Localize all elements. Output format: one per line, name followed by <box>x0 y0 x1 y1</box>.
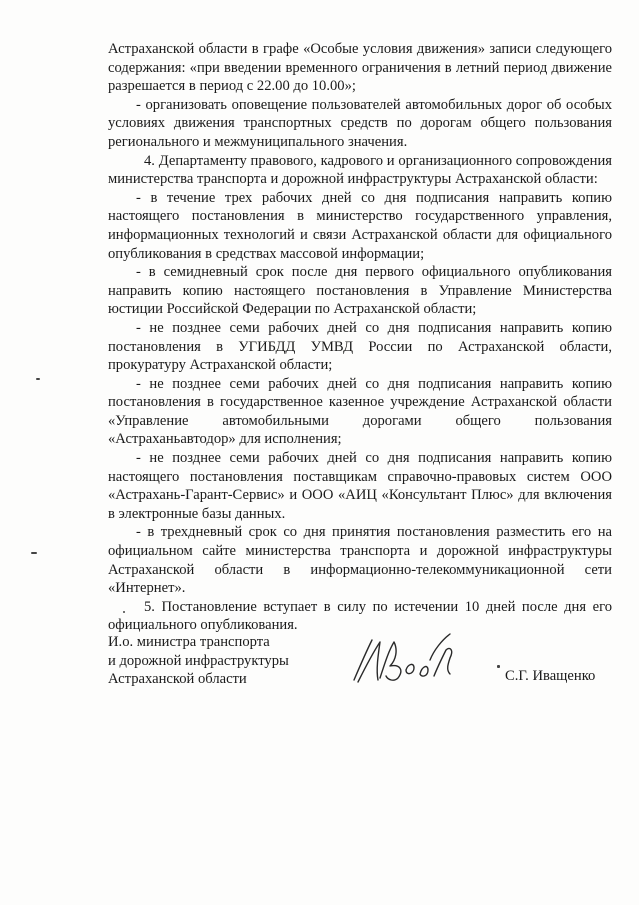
paragraph-5: - в семидневный срок после дня первого официального опубликования направить копию настоящего постановления в Управление Министерства юстиции Российской Федерации по Астраханской области; <box>108 264 612 318</box>
signer-title <box>108 633 289 689</box>
scan-speck <box>497 665 500 668</box>
paragraph-4: - в течение трех рабочих дней со дня подписания направить копию настоящего постановления в министерство государственного управления, информационных технологий и связи Астраханской области для официального опубликования в средствах массовой информации; <box>108 189 612 262</box>
scan-speck <box>31 552 37 554</box>
scan-speck <box>123 611 125 613</box>
signer-title-line-1: И.о. министра транспорта <box>108 634 270 650</box>
signer-name: С.Г. Иващенко <box>505 668 596 684</box>
signer-title-line-2: и дорожной инфраструктуры <box>108 652 289 669</box>
handwritten-signature <box>350 630 470 690</box>
paragraph-7: - не позднее семи рабочих дней со дня подписания направить копию постановления в государственное казенное учреждение Астраханской области «Управление автомобильными дорогами общего пользования «Астраханьавтодор» для исполнения; <box>108 375 612 448</box>
paragraph-8: - не позднее семи рабочих дней со дня подписания направить копию настоящего постановления поставщикам справочно-правовых систем ООО «Астрахань-Гарант-Сервис» и ООО «АИЦ «Консультант Плюс» для включения в электронные базы данных. <box>108 450 612 522</box>
paragraph-3: 4. Департаменту правового, кадрового и организационного сопровождения министерства транспорта и дорожной инфраструктуры Астраханской области: <box>108 152 612 188</box>
document-body <box>108 40 612 635</box>
paragraph-2: - организовать оповещение пользователей автомобильных дорог об особых условиях движения транспортных средств по дорогам общего пользования регионального и межмуниципального значения. <box>108 96 612 150</box>
paragraph-1: Астраханской области в графе «Особые условия движения» записи следующего содержания: «при введении временного ограничения в летний период движение разрешается в период с 22.00 до 10.00»; <box>108 41 612 95</box>
signer-title-line-3: Астраханской области <box>108 671 247 688</box>
paragraph-9: - в трехдневный срок со дня принятия постановления разместить его на официальном сайте министерства транспорта и дорожной инфраструктуры Астраханской области в информационно-телекоммуникационной сети «Интернет». <box>108 524 612 597</box>
scan-speck <box>36 378 40 380</box>
paragraph-6: - не позднее семи рабочих дней со дня подписания направить копию постановления в УГИБДД УМВД России по Астраханской области, прокуратуру Астраханской области; <box>108 319 612 374</box>
paragraph-10: 5. Постановление вступает в силу по истечении 10 дней после дня его официального опубликования. <box>108 598 612 634</box>
